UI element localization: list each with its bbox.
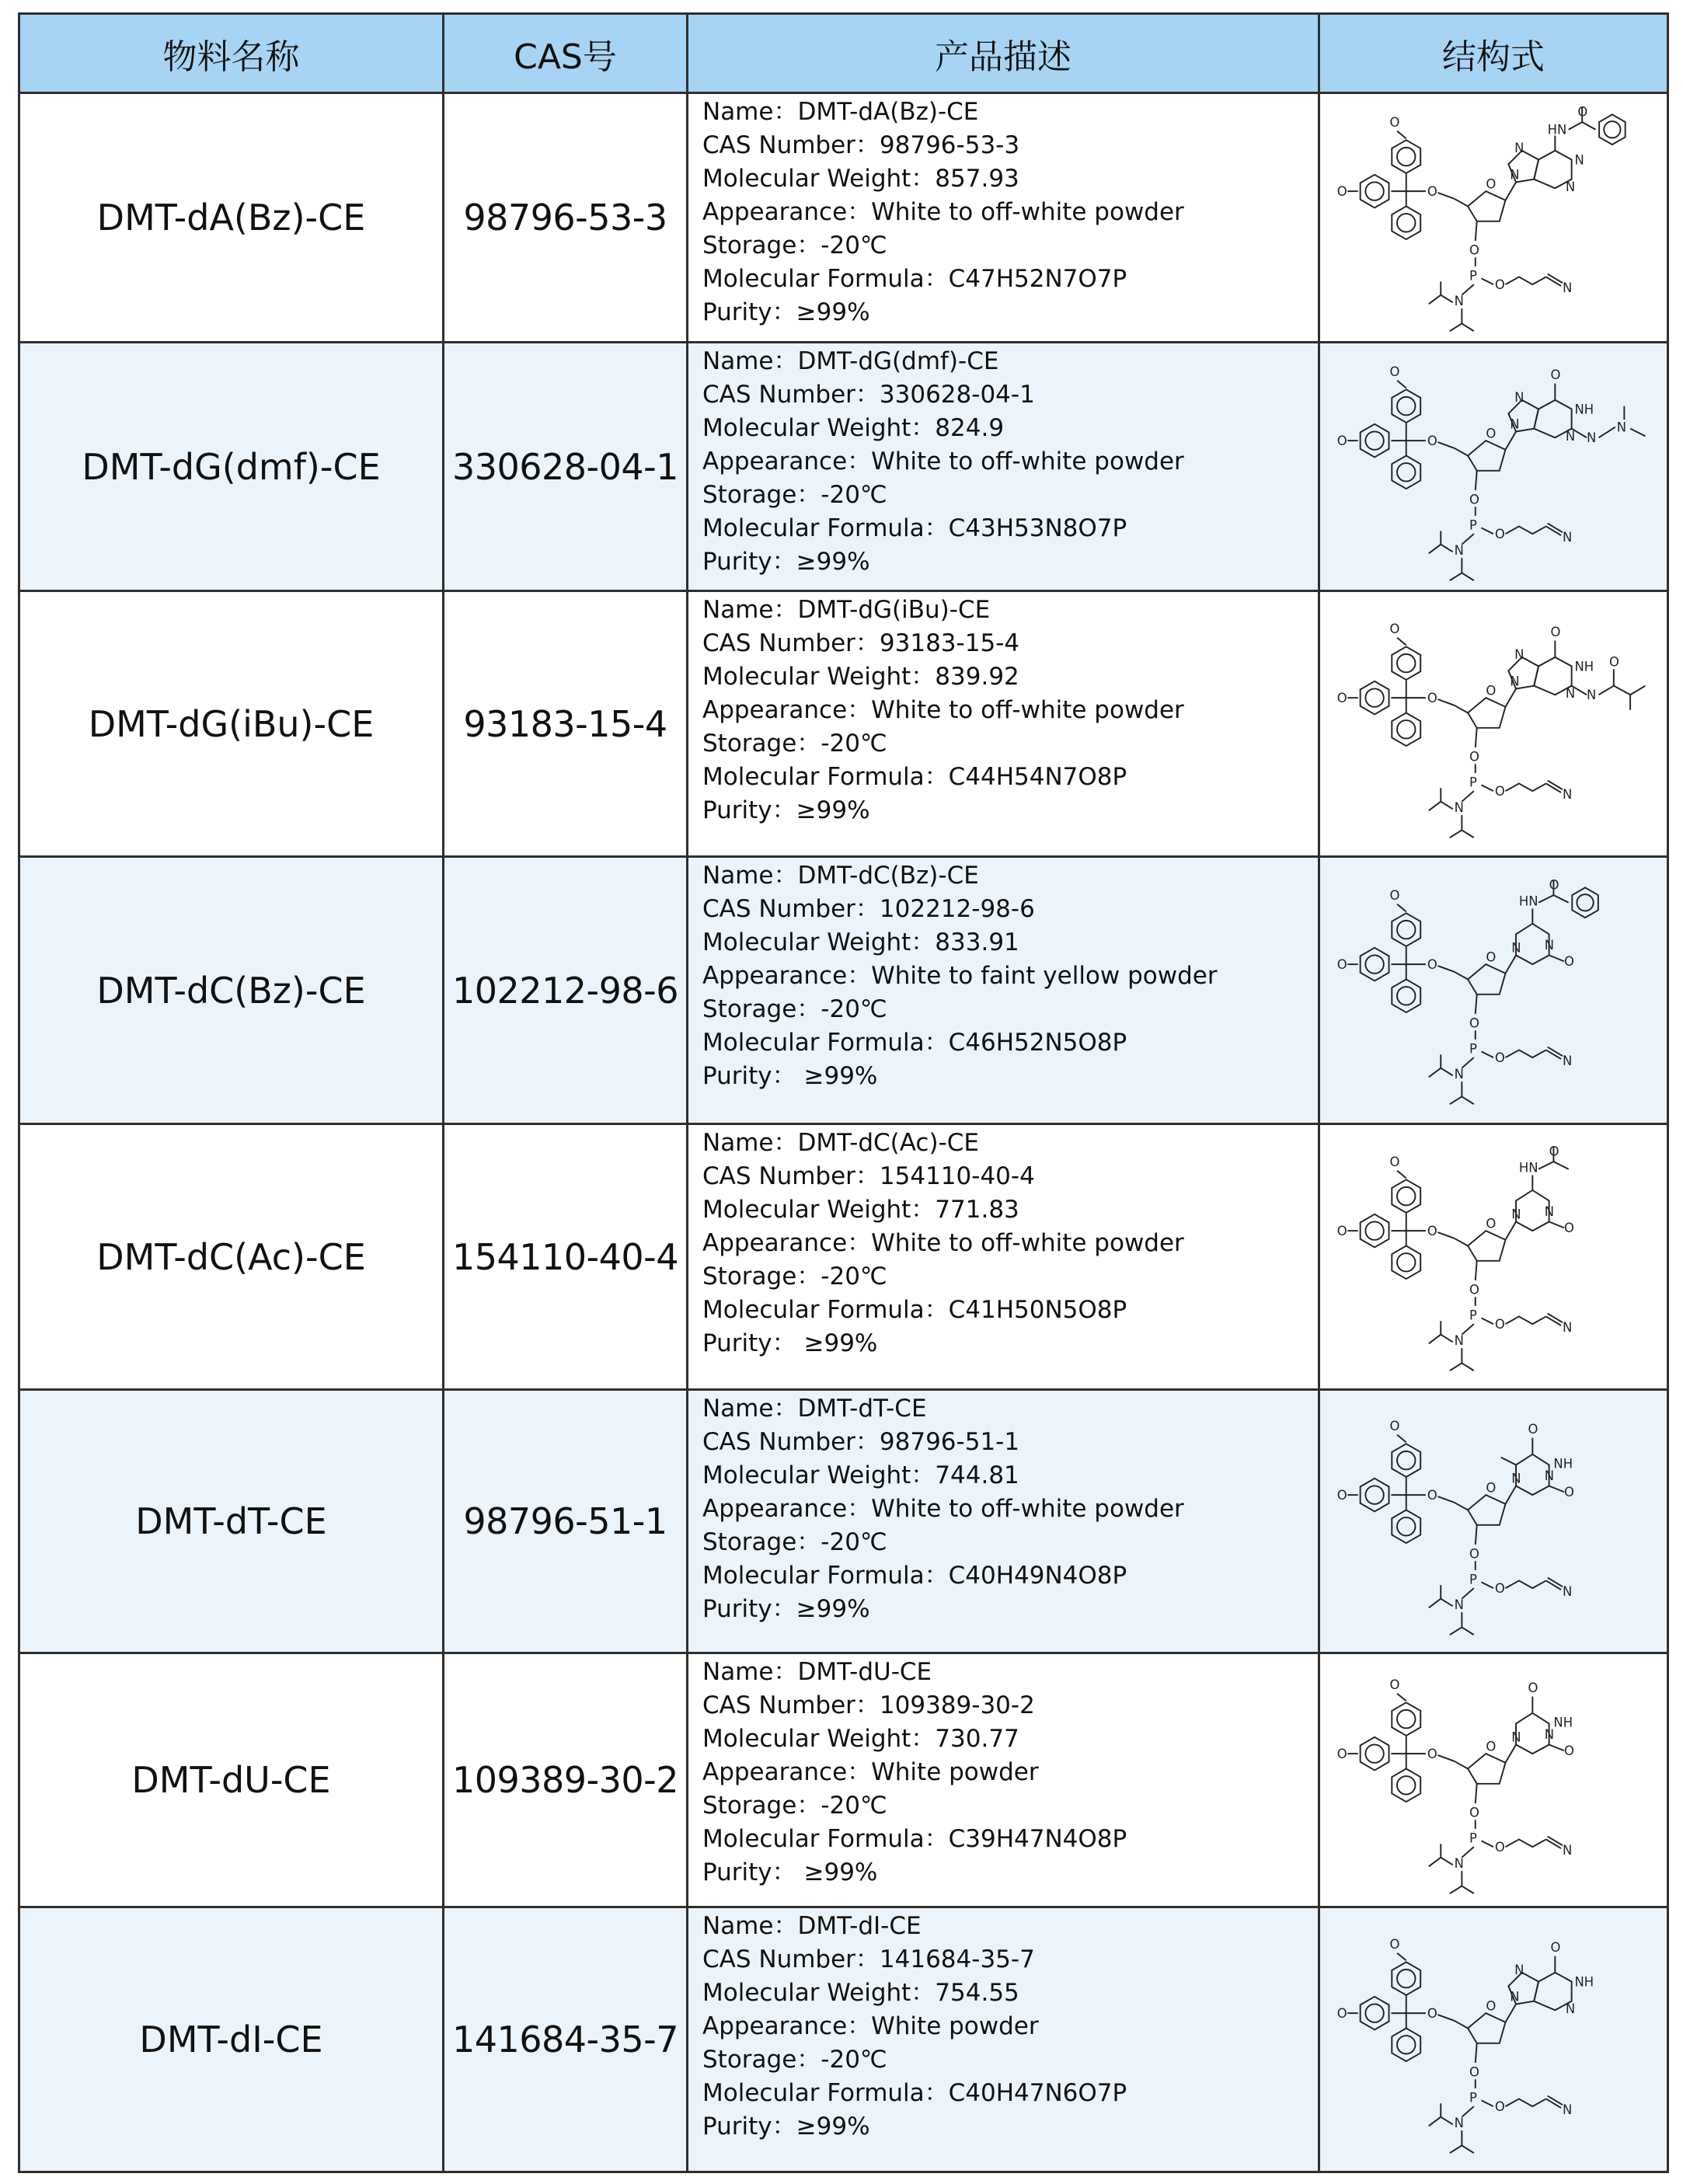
svg-text:N: N	[1510, 167, 1520, 183]
svg-text:O: O	[1609, 653, 1619, 669]
description-line: Name：DMT-dT-CE	[702, 1395, 927, 1423]
structure-cell	[1319, 343, 1668, 591]
svg-text:N: N	[1454, 2116, 1464, 2131]
svg-text:O: O	[1577, 104, 1588, 120]
svg-text:O: O	[1494, 526, 1505, 542]
svg-text:P: P	[1469, 2090, 1477, 2106]
description-line: Storage：-20℃	[702, 730, 887, 758]
svg-text:N: N	[1544, 1726, 1555, 1742]
svg-text:O: O	[1469, 1805, 1479, 1820]
product-description	[688, 1124, 1319, 1390]
svg-text:O: O	[1469, 1015, 1479, 1030]
svg-text:O: O	[1486, 1215, 1497, 1231]
structure-cell	[1319, 591, 1668, 857]
svg-text:P: P	[1469, 1040, 1477, 1056]
chemical-structure-image	[1330, 874, 1657, 1107]
description-line: Purity：≥99%	[702, 2113, 870, 2140]
svg-text:N: N	[1511, 1729, 1521, 1745]
description-line: CAS Number：98796-51-1	[702, 1428, 1020, 1456]
svg-text:N: N	[1574, 152, 1584, 168]
description-line: Appearance：White to off-white powder	[702, 1495, 1184, 1523]
svg-text:O: O	[1469, 1546, 1479, 1562]
description-line: Molecular Weight：730.77	[702, 1725, 1019, 1753]
description-line: Name：DMT-dU-CE	[702, 1658, 932, 1686]
svg-text:O: O	[1469, 2064, 1479, 2080]
svg-text:N: N	[1511, 1471, 1521, 1486]
description-line: Name：DMT-dI-CE	[702, 1912, 922, 1940]
svg-text:N: N	[1454, 1856, 1464, 1872]
structure-cell	[1319, 1390, 1668, 1653]
svg-text:N: N	[1563, 529, 1573, 545]
header-structure: 结构式	[1319, 14, 1668, 93]
svg-text:N: N	[1587, 687, 1597, 702]
svg-text:N: N	[1563, 2102, 1573, 2117]
svg-text:HN: HN	[1518, 1160, 1538, 1176]
svg-text:O: O	[1486, 1480, 1497, 1496]
table-row	[19, 1124, 1668, 1390]
svg-text:O: O	[1486, 949, 1497, 964]
table-row	[19, 1907, 1668, 2172]
description-line: CAS Number：330628-04-1	[702, 381, 1035, 409]
product-name: DMT-dG(iBu)-CE	[19, 591, 444, 857]
svg-text:N: N	[1565, 428, 1576, 444]
svg-text:O: O	[1494, 1580, 1505, 1596]
svg-text:P: P	[1469, 1830, 1477, 1846]
description-line: Appearance：White to off-white powder	[702, 696, 1184, 724]
svg-text:O: O	[1528, 1680, 1538, 1695]
description-line: Storage：-20℃	[702, 232, 887, 260]
description-line: CAS Number：93183-15-4	[702, 629, 1020, 657]
description-line: Molecular Weight：771.83	[702, 1196, 1019, 1224]
svg-text:O: O	[1550, 367, 1561, 382]
svg-text:HN: HN	[1518, 893, 1538, 909]
cas-number: 141684-35-7	[444, 1907, 688, 2172]
description-line: CAS Number：154110-40-4	[702, 1162, 1035, 1190]
description-line: CAS Number：109389-30-2	[702, 1691, 1035, 1719]
description-line: Purity：≥99%	[702, 796, 870, 824]
table-row	[19, 1390, 1668, 1653]
structure-cell	[1319, 1907, 1668, 2172]
svg-text:N: N	[1454, 1332, 1464, 1348]
svg-text:N: N	[1563, 280, 1573, 295]
chemical-structure-image	[1330, 1663, 1657, 1897]
svg-text:O: O	[1563, 1743, 1574, 1759]
svg-text:N: N	[1514, 646, 1524, 662]
description-line: Molecular Formula：C40H47N6O7P	[702, 2079, 1127, 2107]
svg-text:N: N	[1563, 1053, 1573, 1068]
description-line: Appearance：White to faint yellow powder	[702, 962, 1218, 990]
description-line: Molecular Weight：833.91	[702, 928, 1019, 956]
product-description	[688, 1907, 1319, 2172]
description-line: Molecular Formula：C46H52N5O8P	[702, 1029, 1127, 1057]
svg-text:N: N	[1563, 786, 1573, 802]
svg-text:N: N	[1514, 389, 1524, 405]
svg-text:O: O	[1486, 1998, 1497, 2014]
product-name: DMT-dA(Bz)-CE	[19, 93, 444, 343]
description-line: Storage：-20℃	[702, 1792, 887, 1820]
cas-number: 109389-30-2	[444, 1653, 688, 1907]
svg-text:O: O	[1389, 1154, 1400, 1169]
table-row	[19, 1653, 1668, 1907]
svg-text:O: O	[1469, 242, 1479, 258]
cas-number: 98796-51-1	[444, 1390, 688, 1653]
svg-text:O: O	[1427, 1746, 1437, 1761]
table-row	[19, 857, 1668, 1124]
svg-text:O: O	[1336, 433, 1347, 448]
svg-text:N: N	[1511, 1207, 1521, 1222]
svg-text:NH: NH	[1553, 1715, 1573, 1730]
svg-text:P: P	[1469, 1307, 1477, 1322]
svg-text:N: N	[1454, 799, 1464, 815]
description-line: Appearance：White to off-white powder	[702, 198, 1184, 226]
svg-text:N: N	[1616, 420, 1627, 435]
description-line: Molecular Formula：C41H50N5O8P	[702, 1296, 1127, 1324]
header-material-name: 物料名称	[19, 14, 444, 93]
description-line: Purity：≥99%	[702, 548, 870, 576]
svg-text:N: N	[1510, 674, 1520, 689]
svg-text:O: O	[1494, 783, 1505, 799]
svg-text:N: N	[1563, 1583, 1573, 1599]
svg-text:O: O	[1469, 1281, 1479, 1297]
description-line: Molecular Formula：C44H54N7O8P	[702, 763, 1127, 791]
svg-text:NH: NH	[1574, 401, 1594, 416]
description-line: Molecular Weight：857.93	[702, 165, 1019, 193]
description-line: CAS Number：98796-53-3	[702, 131, 1020, 159]
svg-text:O: O	[1550, 1939, 1561, 1955]
svg-text:P: P	[1469, 268, 1477, 284]
chemical-structure-image	[1330, 101, 1657, 334]
table-row	[19, 343, 1668, 591]
svg-text:O: O	[1336, 690, 1347, 705]
description-line: CAS Number：141684-35-7	[702, 1945, 1035, 1973]
header-description: 产品描述	[688, 14, 1319, 93]
svg-text:O: O	[1336, 2005, 1347, 2021]
svg-text:P: P	[1469, 517, 1477, 532]
description-line: Storage：-20℃	[702, 1263, 887, 1291]
svg-text:O: O	[1336, 956, 1347, 972]
description-line: Molecular Weight：754.55	[702, 1979, 1019, 2007]
description-line: Name：DMT-dG(dmf)-CE	[702, 347, 999, 375]
svg-text:O: O	[1427, 690, 1437, 705]
svg-text:O: O	[1336, 1223, 1347, 1238]
product-description	[688, 591, 1319, 857]
svg-text:O: O	[1336, 1746, 1347, 1761]
svg-text:O: O	[1469, 491, 1479, 507]
product-description	[688, 857, 1319, 1124]
description-line: Appearance：White powder	[702, 2012, 1039, 2040]
svg-text:O: O	[1549, 876, 1559, 892]
svg-text:N: N	[1514, 140, 1524, 155]
product-description	[688, 93, 1319, 343]
svg-text:N: N	[1454, 1066, 1464, 1082]
product-name: DMT-dT-CE	[19, 1390, 444, 1653]
product-table	[18, 12, 1669, 2173]
description-line: Appearance：White to off-white powder	[702, 1229, 1184, 1257]
chemical-structure-image	[1330, 608, 1657, 841]
svg-text:N: N	[1563, 1842, 1573, 1858]
svg-text:O: O	[1486, 176, 1497, 192]
svg-text:O: O	[1389, 621, 1400, 636]
description-line: Molecular Formula：C47H52N7O7P	[702, 265, 1127, 293]
svg-text:N: N	[1563, 1319, 1573, 1335]
svg-text:NH: NH	[1553, 1456, 1573, 1472]
product-name: DMT-dC(Bz)-CE	[19, 857, 444, 1124]
svg-text:O: O	[1427, 1223, 1437, 1238]
description-line: Purity： ≥99%	[702, 1329, 878, 1357]
svg-text:N: N	[1514, 1962, 1524, 1977]
product-table-container	[18, 12, 1667, 2173]
svg-text:O: O	[1427, 1487, 1437, 1503]
description-line: Storage：-20℃	[702, 2046, 887, 2074]
product-name: DMT-dC(Ac)-CE	[19, 1124, 444, 1390]
svg-text:O: O	[1486, 425, 1497, 441]
svg-text:O: O	[1563, 953, 1574, 969]
svg-text:N: N	[1454, 294, 1464, 309]
svg-text:O: O	[1427, 2005, 1437, 2021]
svg-text:O: O	[1469, 748, 1479, 764]
svg-text:N: N	[1454, 1597, 1464, 1613]
svg-text:O: O	[1550, 624, 1561, 639]
svg-text:O: O	[1528, 1421, 1538, 1437]
product-description	[688, 1390, 1319, 1653]
product-description	[688, 343, 1319, 591]
description-line: Name：DMT-dC(Ac)-CE	[702, 1129, 979, 1157]
svg-text:O: O	[1389, 887, 1400, 903]
description-line: Molecular Formula：C43H53N8O7P	[702, 514, 1127, 542]
table-row	[19, 93, 1668, 343]
description-line: Purity：≥99%	[702, 298, 870, 326]
svg-text:O: O	[1427, 956, 1437, 972]
svg-text:N: N	[1544, 1203, 1555, 1219]
description-line: Molecular Weight：839.92	[702, 663, 1019, 691]
svg-text:O: O	[1494, 1050, 1505, 1065]
svg-text:N: N	[1510, 416, 1520, 432]
chemical-structure-image	[1330, 350, 1657, 583]
structure-cell	[1319, 1124, 1668, 1390]
svg-text:O: O	[1494, 2099, 1505, 2114]
svg-text:O: O	[1494, 1839, 1505, 1855]
cas-number: 102212-98-6	[444, 857, 688, 1124]
svg-text:O: O	[1563, 1220, 1574, 1235]
svg-text:O: O	[1427, 183, 1437, 199]
svg-text:O: O	[1389, 1936, 1400, 1952]
description-line: Name：DMT-dG(iBu)-CE	[702, 596, 991, 624]
svg-text:P: P	[1469, 774, 1477, 789]
description-line: Appearance：White powder	[702, 1758, 1039, 1786]
svg-text:N: N	[1511, 940, 1521, 956]
svg-text:O: O	[1549, 1143, 1559, 1158]
description-line: Purity： ≥99%	[702, 1062, 878, 1090]
svg-text:N: N	[1454, 542, 1464, 558]
description-line: Molecular Weight：744.81	[702, 1461, 1019, 1489]
product-name: DMT-dG(dmf)-CE	[19, 343, 444, 591]
svg-text:O: O	[1336, 183, 1347, 199]
svg-text:O: O	[1494, 277, 1505, 292]
description-line: Molecular Weight：824.9	[702, 414, 1005, 442]
cas-number: 154110-40-4	[444, 1124, 688, 1390]
description-line: CAS Number：102212-98-6	[702, 895, 1035, 923]
description-line: Storage：-20℃	[702, 481, 887, 509]
header-cas: CAS号	[444, 14, 688, 93]
svg-text:N: N	[1565, 685, 1576, 701]
svg-text:NH: NH	[1574, 1974, 1594, 1990]
svg-text:NH: NH	[1574, 658, 1594, 674]
description-line: Molecular Formula：C39H47N4O8P	[702, 1825, 1127, 1853]
description-line: Name：DMT-dC(Bz)-CE	[702, 862, 979, 890]
description-line: Appearance：White to off-white powder	[702, 448, 1184, 475]
svg-text:N: N	[1544, 937, 1555, 953]
cas-number: 98796-53-3	[444, 93, 688, 343]
description-line: Storage：-20℃	[702, 995, 887, 1023]
svg-text:O: O	[1389, 1677, 1400, 1692]
structure-cell	[1319, 93, 1668, 343]
svg-text:O: O	[1336, 1487, 1347, 1503]
svg-text:O: O	[1389, 1418, 1400, 1433]
svg-text:O: O	[1486, 682, 1497, 698]
description-line: Name：DMT-dA(Bz)-CE	[702, 98, 979, 126]
svg-text:N: N	[1565, 2001, 1576, 2017]
chemical-structure-image	[1330, 1923, 1657, 2156]
svg-text:O: O	[1427, 433, 1437, 448]
svg-text:N: N	[1565, 179, 1576, 195]
product-name: DMT-dU-CE	[19, 1653, 444, 1907]
svg-text:N: N	[1510, 1989, 1520, 2005]
svg-text:N: N	[1587, 430, 1597, 445]
svg-text:O: O	[1563, 1485, 1574, 1500]
svg-text:O: O	[1494, 1316, 1505, 1332]
svg-text:P: P	[1469, 1572, 1477, 1587]
structure-cell	[1319, 1653, 1668, 1907]
chemical-structure-image	[1330, 1141, 1657, 1374]
description-line: Storage：-20℃	[702, 1528, 887, 1556]
description-line: Molecular Formula：C40H49N4O8P	[702, 1562, 1127, 1590]
chemical-structure-image	[1330, 1405, 1657, 1638]
header-row	[19, 14, 1668, 93]
svg-text:O: O	[1389, 364, 1400, 379]
structure-cell	[1319, 857, 1668, 1124]
svg-text:O: O	[1486, 1739, 1497, 1754]
cas-number: 330628-04-1	[444, 343, 688, 591]
product-description	[688, 1653, 1319, 1907]
svg-text:O: O	[1389, 114, 1400, 130]
svg-text:N: N	[1544, 1468, 1555, 1483]
product-name: DMT-dI-CE	[19, 1907, 444, 2172]
svg-text:HN: HN	[1547, 122, 1567, 138]
cas-number: 93183-15-4	[444, 591, 688, 857]
table-row	[19, 591, 1668, 857]
description-line: Purity： ≥99%	[702, 1858, 878, 1886]
description-line: Purity：≥99%	[702, 1595, 870, 1623]
